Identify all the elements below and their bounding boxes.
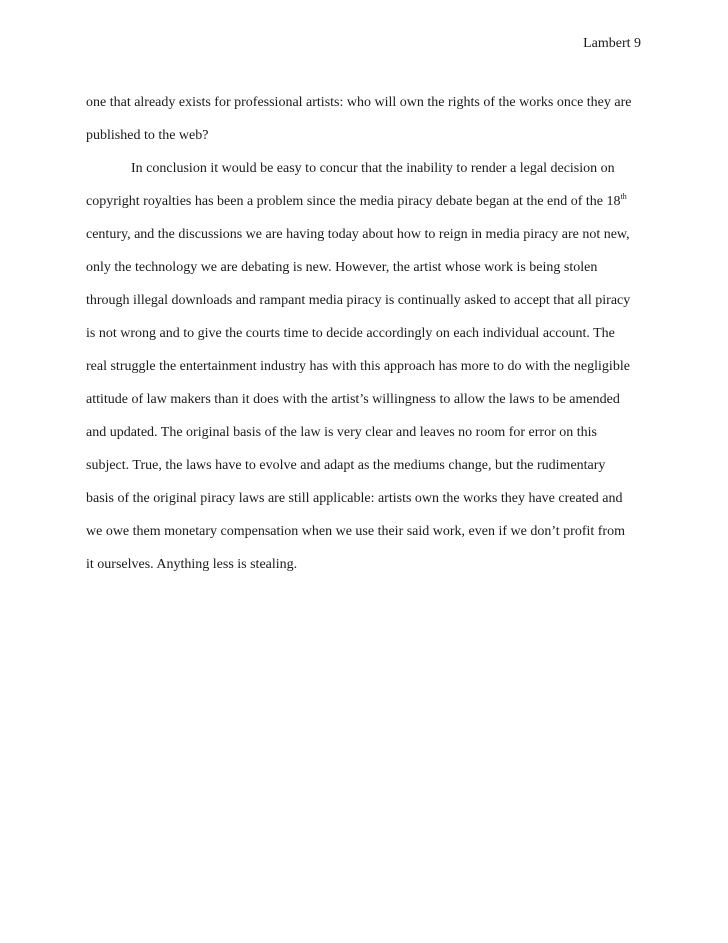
text-line: it ourselves. Anything less is stealing. (86, 557, 298, 572)
paragraph-first-line: In conclusion it would be easy to concur that the inability to render a legal decision on (131, 161, 615, 176)
text-line: only the technology we are debating is new. However, the artist whose work is being stolen (86, 260, 598, 275)
text-line: century, and the discussions we are having today about how to reign in media piracy are not new, (86, 227, 630, 242)
superscript-ordinal: th (620, 192, 627, 201)
running-head: Lambert 9 (583, 36, 641, 51)
text-line: is not wrong and to give the courts time to decide accordingly on each individual account. The (86, 326, 615, 341)
text-line: one that already exists for professional artists: who will own the rights of the works once they are (86, 95, 632, 110)
text-line: attitude of law makers than it does with the artist’s willingness to allow the laws to be amended (86, 392, 620, 407)
text-line: and updated. The original basis of the law is very clear and leaves no room for error on this (86, 425, 597, 440)
text-line: we owe them monetary compensation when we use their said work, even if we don’t profit from (86, 524, 625, 539)
text-line: subject. True, the laws have to evolve and adapt as the mediums change, but the rudimentary (86, 458, 606, 473)
text-line: basis of the original piracy laws are still applicable: artists own the works they have created and (86, 491, 623, 506)
text-line: real struggle the entertainment industry has with this approach has more to do with the negligible (86, 359, 630, 374)
text-line-content: copyright royalties has been a problem since the media piracy debate began at the end of the 18 (86, 194, 621, 209)
text-line-with-superscript (86, 185, 646, 218)
text-line: published to the web? (86, 128, 209, 143)
body-text (86, 86, 646, 581)
text-line: through illegal downloads and rampant media piracy is continually asked to accept that all piracy (86, 293, 631, 308)
